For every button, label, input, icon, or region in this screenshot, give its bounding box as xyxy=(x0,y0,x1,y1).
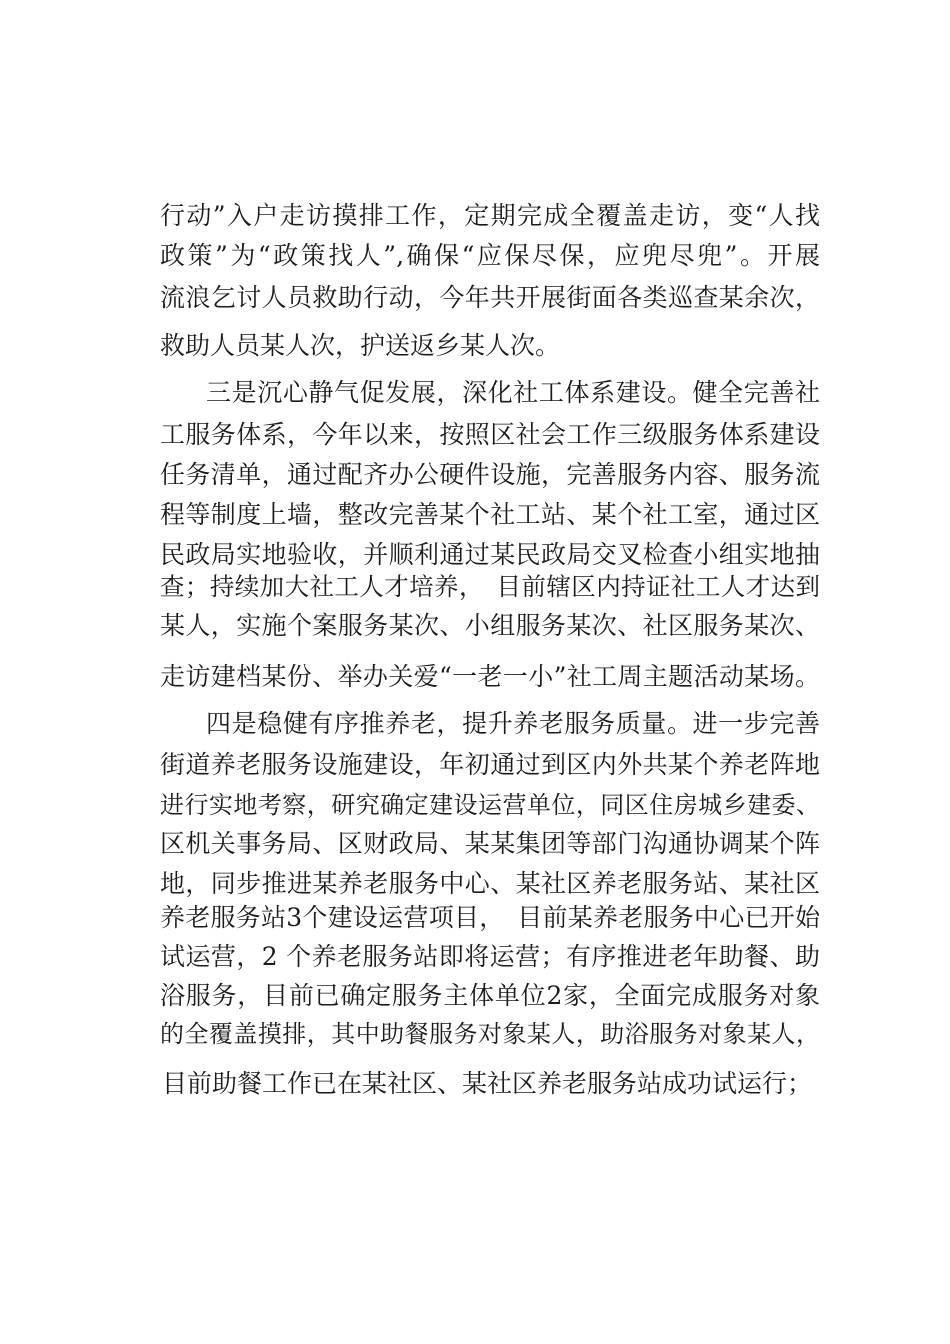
text-line: 试运营，2 个养老服务站即将运营；有序推进老年助餐、助 xyxy=(160,942,820,971)
text-line: 行动”入户走访摸排工作，定期完成全覆盖走访，变“人找 xyxy=(160,201,820,230)
paragraph-heading-line: 三是沉心静气促发展，深化社工体系建设。健全完善社 xyxy=(206,378,820,407)
text-line: 进行实地考察，研究确定建设运营单位，同区住房城乡建委、 xyxy=(160,791,820,819)
text-line: 养老服务站3个建设运营项目， 目前某养老服务中心已开始 xyxy=(160,903,820,932)
text-line: 查；持续加大社工人才培养， 目前辖区内持证社工人才达到 xyxy=(160,572,820,601)
text-line: 程等制度上墙，整改完善某个社工站、某个社工室，通过区 xyxy=(160,500,820,529)
text-line: 救助人员某人次，护送返乡某人次。 xyxy=(160,331,561,360)
text-line: 政策”为“政策找人”,确保“应保尽保，应兜尽兜”。开展 xyxy=(160,241,820,270)
text-line: 区机关事务局、区财政局、某某集团等部门沟通协调某个阵 xyxy=(160,829,820,858)
text-line: 街道养老服务设施建设，年初通过到区内外共某个养老阵地 xyxy=(160,750,820,779)
text-line: 的全覆盖摸排，其中助餐服务对象某人，助浴服务对象某人， xyxy=(160,1020,820,1048)
paragraph-heading-line: 四是稳健有序推养老，提升养老服务质量。进一步完善 xyxy=(206,709,820,738)
text-line: 民政局实地验收，并顺利通过某民政局交叉检查小组实地抽 xyxy=(160,540,820,569)
text-line: 浴服务，目前已确定服务主体单位2家，全面完成服务对象 xyxy=(160,981,820,1010)
text-line: 地，同步推进某养老服务中心、某社区养老服务站、某社区 xyxy=(160,869,820,898)
text-line: 工服务体系，今年以来，按照区社会工作三级服务体系建设 xyxy=(160,420,820,449)
text-line: 走访建档某份、举办关爱“一老一小”社工周主题活动某场。 xyxy=(160,662,820,691)
text-line: 流浪乞讨人员救助行动，今年共开展街面各类巡查某余次， xyxy=(160,283,820,312)
text-line: 某人，实施个案服务某次、小组服务某次、社区服务某次、 xyxy=(160,611,820,640)
text-line: 目前助餐工作已在某社区、某社区养老服务站成功试运行； xyxy=(162,1069,813,1098)
text-line: 任务清单，通过配齐办公硬件设施，完善服务内容、服务流 xyxy=(160,460,820,489)
